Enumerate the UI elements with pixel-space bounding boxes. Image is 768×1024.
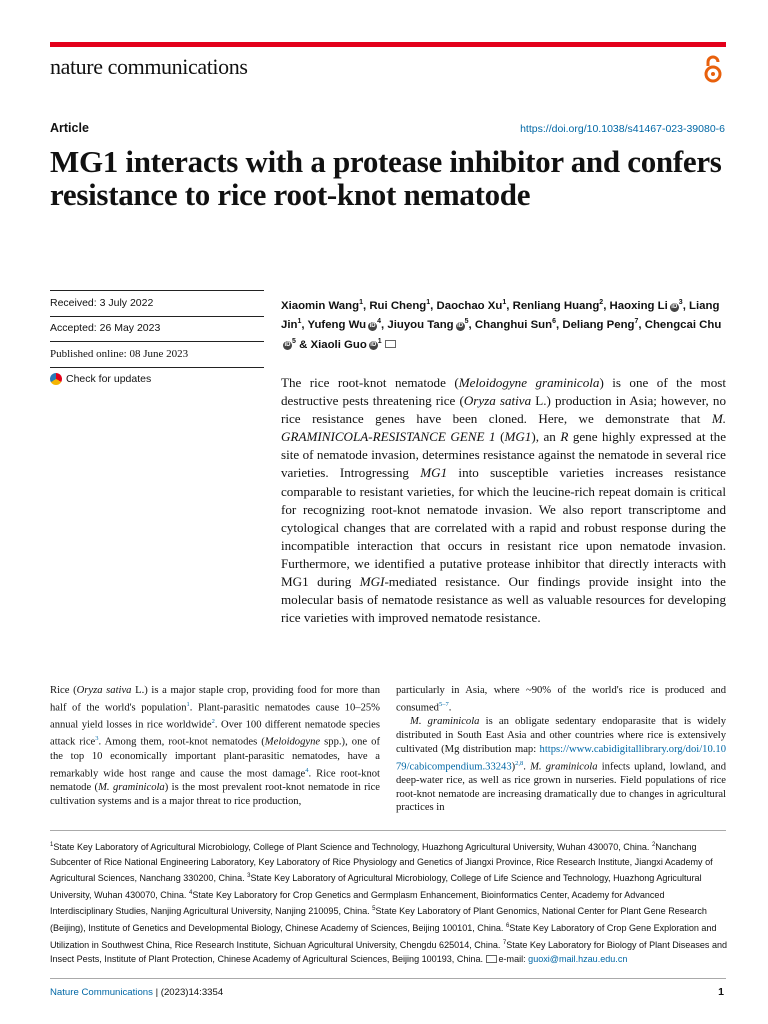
published-date: Published online: 08 June 2023 [50, 348, 189, 360]
accepted-date: Accepted: 26 May 2023 [50, 322, 161, 334]
divider [50, 978, 726, 979]
reference-link[interactable]: 5–7 [438, 700, 449, 708]
check-for-updates-label: Check for updates [66, 373, 152, 385]
footer-journal-link[interactable]: Nature Communications [50, 987, 153, 998]
orcid-icon[interactable]: iD [457, 323, 464, 330]
reference-link[interactable]: 2 [211, 718, 215, 726]
orcid-icon[interactable]: iD [370, 342, 377, 349]
article-type-label: Article [50, 121, 89, 135]
affiliations: $^1$State Key Laboratory of Agricultural Microbiology, College of Plant Science and Technology, Huazhong Agricultural University, Wuhan 430070, China. $^2$Nanchang Subcenter of Rice National Engineering Laboratory, Key Laboratory of Rice Physiology and Genetics of Jiangxi Province, Rice Research Institute, Jiangxi Academy of Agricultural Sciences, Nanchang 330200, China. $^3$State Key Laboratory of Agricultural Microbiology, College of Life Science and Technology, Huazhong Agricultural University, Wuhan 430070, China. $^4$State Key Laboratory for Crop Genetics and Germplasm Enhancement, Bioinformatics Center, Academy for Advanced Interdisciplinary Studies, Nanjing Agricultural University, Nanjing 210095, China. $^5$State Key Laboratory of Plant Genomics, National Center for Plant Gene Research (Beijing), Institute of Genetics and Developmental Biology, Chinese Academy of Sciences, Beijing 100101, China. $^6$State Key Laboratory of Crop Gene Exploration and Utilization in Southwest China, Rice Research Institute, Sichuan Agricultural University, Chengdu 625014, China. $^7$State Key Laboratory for Biology of Plant Diseases and Insect Pests, Institute of Plant Protection, Chinese Academy of Agricultural Sciences, Beijing 100193, China. e-mail: guoxi@mail.hzau.edu.cn [50, 842, 728, 965]
body-text-right: particularly in Asia, where ~90% of the world's rice is produced and consumed$^{5-7}$. M. graminicola is an obligate sedentary endoparasite that is widely distributed in South East Asia and other countries where rice is extensively cultivated (Mg distribution map: https://www.cabidigitallibrary.org/doi/10.1079/cabicompendium.33243)$^{2,8}$. M. graminicola infects upland, lowland, and deep-water rice, as well as rice grown in nurseries. Field populations of rice root-knot nematode are increasing dramatically due to changes in agricultural practices in [396, 685, 726, 814]
footer-citation: Nature Communications | (2023)14:3354 [50, 987, 224, 998]
orcid-icon[interactable]: iD [671, 303, 678, 310]
crossmark-icon [50, 373, 62, 385]
distribution-map-link[interactable]: https://www.cabidigitallibrary.org/doi/10.1079/cabicompendium.33243 [396, 743, 726, 773]
orcid-icon[interactable]: iD [369, 323, 376, 330]
abstract: The rice root-knot nematode (Meloidogyne graminicola) is one of the most destructive pests threatening rice (Oryza sativa L.) production in Asia; however, no rice resistance genes have been cloned. Here, we demonstrate that M. GRAMINICOLA-RESISTANCE GENE 1 (MG1), an R gene highly expressed at the site of nematode invasion, determines resistance against the nematode in several rice varieties. Introgressing MG1 into susceptible varieties increases resistance comparable to resistant varieties, for which the leucine-rich repeat domain is critical for recognizing root-knot nematode invasion. We also report transcriptome and cytological changes that are correlated with a rapid and robust response during the incompatible interaction that occurs in resistant rice upon nematode invasion. Furthermore, we identified a putative protease inhibitor that directly interacts with MG1 during MGI-mediated resistance. Our findings provide insight into the molecular basis of nematode resistance as well as valuable resources for developing rice varieties with improved nematode resistance. [281, 375, 727, 626]
body-text-left: Rice (Oryza sativa L.) is a major staple crop, providing food for more than half of the world's population$^1$. Plant-parasitic nematodes cause 10–25% annual yield losses in rice worldwide$^2$. Over 100 different nematode species attack rice$^3$. Among them, root-knot nematodes (Meloidogyne spp.), one of the top 10 economically important plant-parasitic nematodes, have a remarkably wide host range and cause the most damage$^4$. Rice root-knot nematode (M. graminicola) is the most prevalent root-knot nematode in rice cultivation systems and is a major threat to rice production, [50, 685, 380, 807]
article-title: MG1 interacts with a protease inhibitor and confers resistance to rice root-knot nematode [50, 144, 722, 212]
author-list: Xiaomin Wang$^1$, Rui Cheng$^1$, Daochao Xu$^1$, Renliang Huang$^2$, Haoxing Li $iD^3$, Liang Jin$^1$, Yufeng Wu $iD^4$, Jiuyou Tang $iD^5$, Changhui Sun$^6$, Deliang Peng$^7$, Chengcai ChuiD$^5$ & Xiaoli Guo $iD^1$ [281, 299, 722, 351]
email-icon[interactable] [385, 340, 396, 348]
reference-link[interactable]: 3 [95, 735, 99, 743]
divider [50, 290, 264, 291]
check-for-updates-button[interactable] [50, 373, 151, 385]
reference-link[interactable]: 2,8 [515, 759, 524, 767]
email-icon [486, 955, 497, 963]
orcid-icon[interactable]: iD [284, 342, 291, 349]
page-number: 1 [718, 986, 724, 998]
doi-link[interactable]: https://doi.org/10.1038/s41467-023-39080-6 [520, 123, 725, 135]
received-date: Received: 3 July 2022 [50, 297, 154, 309]
reference-link[interactable]: 4 [305, 766, 309, 774]
divider [50, 341, 264, 342]
divider [50, 367, 264, 368]
open-access-icon [702, 54, 724, 84]
reference-link[interactable]: 1 [186, 700, 190, 708]
divider [50, 316, 264, 317]
divider [50, 830, 726, 831]
email-link[interactable]: guoxi@mail.hzau.edu.cn [528, 954, 628, 965]
journal-name: nature communications [50, 54, 248, 79]
header-accent-bar [50, 42, 726, 47]
